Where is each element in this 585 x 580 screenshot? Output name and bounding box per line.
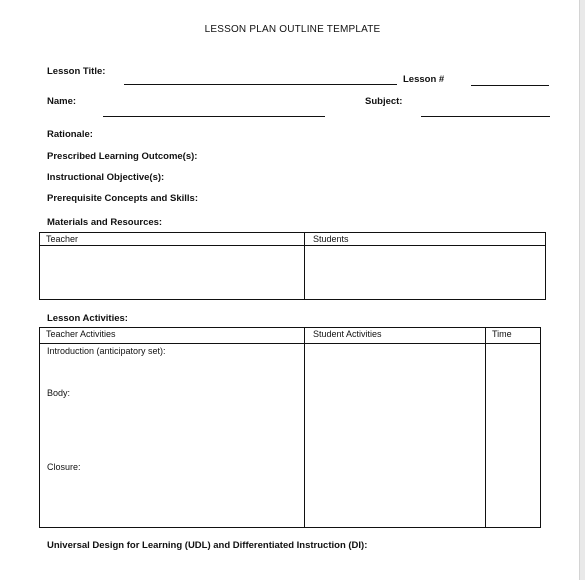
activities-header-time: Time <box>492 329 512 339</box>
time-cell[interactable] <box>486 344 540 527</box>
prerequisites-heading: Prerequisite Concepts and Skills: <box>47 193 198 204</box>
udl-heading: Universal Design for Learning (UDL) and Differentiated Instruction (DI): <box>47 540 368 551</box>
lesson-number-field[interactable] <box>471 85 549 86</box>
lesson-number-label: Lesson # <box>403 74 445 85</box>
activities-heading: Lesson Activities: <box>47 313 128 324</box>
document-title: LESSON PLAN OUTLINE TEMPLATE <box>204 24 381 35</box>
materials-heading: Materials and Resources: <box>47 217 163 228</box>
name-field[interactable] <box>103 116 325 117</box>
learning-outcomes-heading: Prescribed Learning Outcome(s): <box>47 151 198 162</box>
subject-field[interactable] <box>421 116 550 117</box>
teacher-activities-cell[interactable] <box>40 344 304 527</box>
materials-header-students: Students <box>313 234 349 244</box>
activity-introduction-label: Introduction (anticipatory set): <box>47 346 166 356</box>
lesson-title-field[interactable] <box>124 84 397 85</box>
rationale-heading: Rationale: <box>47 129 93 140</box>
subject-label: Subject: <box>365 96 403 107</box>
lesson-title-label: Lesson Title: <box>47 66 106 77</box>
materials-teacher-cell[interactable] <box>40 246 304 299</box>
materials-students-cell[interactable] <box>305 246 545 299</box>
materials-header-teacher: Teacher <box>46 234 79 244</box>
activities-header-teacher: Teacher Activities <box>46 329 116 339</box>
activity-body-label: Body: <box>47 388 71 398</box>
student-activities-cell[interactable] <box>305 344 485 527</box>
name-label: Name: <box>47 96 77 107</box>
activity-closure-label: Closure: <box>47 462 81 472</box>
page-edge <box>579 0 585 580</box>
objectives-heading: Instructional Objective(s): <box>47 172 165 183</box>
activities-header-student: Student Activities <box>313 329 382 339</box>
